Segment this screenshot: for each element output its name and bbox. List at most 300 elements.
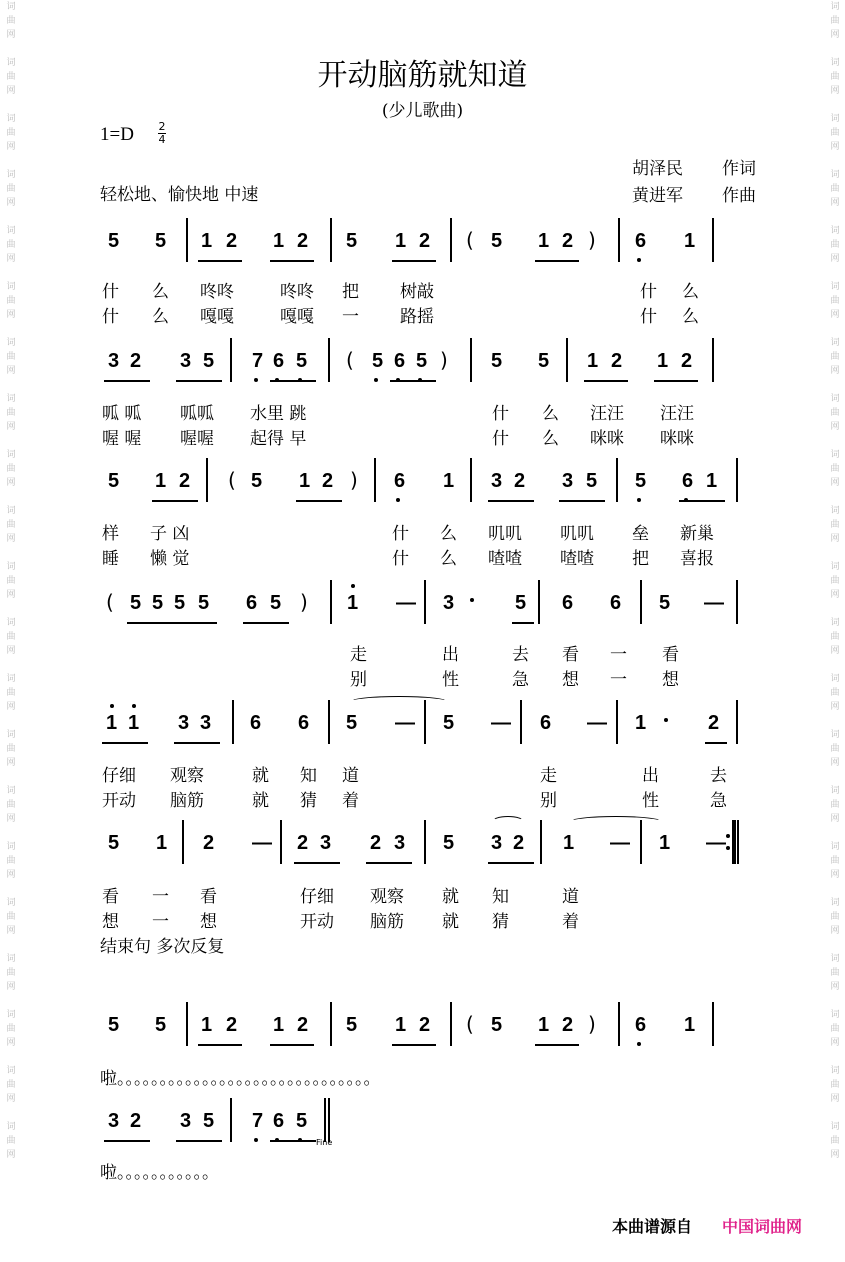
octave-dot-below (396, 498, 400, 502)
octave-dot-below (684, 498, 688, 502)
note: 1 (299, 470, 311, 492)
watermark-text: 词曲网 (830, 114, 840, 152)
watermark-text: 词曲网 (6, 394, 16, 432)
watermark-text: 词曲网 (6, 1122, 16, 1160)
note: 2 (297, 832, 309, 854)
note: 6 (298, 712, 310, 734)
note: 5 (130, 592, 142, 614)
note: 6 (635, 230, 647, 252)
note: 5 (372, 350, 384, 372)
watermark-text: 词曲网 (6, 282, 16, 320)
note: 6 (682, 470, 694, 492)
tempo-marking: 轻松地、愉快地 中速 (100, 185, 259, 205)
barline (737, 820, 739, 864)
watermark-text: 词曲网 (6, 674, 16, 712)
note: 5 (296, 1110, 308, 1132)
barline (616, 700, 618, 744)
note: 2 (514, 470, 526, 492)
lyric-word: 嘎嘎 (280, 307, 314, 327)
note: 5 (346, 1014, 358, 1036)
lyric-word: 去 (512, 645, 529, 665)
lyric-word: 一 (152, 887, 169, 907)
lyric-word: 急 (710, 791, 727, 811)
barline (182, 820, 184, 864)
barline (232, 700, 234, 744)
note: 5 (491, 230, 503, 252)
lyric-word: 想 (562, 670, 579, 690)
lyric-word: 一 (610, 645, 627, 665)
lyric-word: 喳喳 (560, 549, 594, 569)
beam-underline (296, 500, 342, 502)
note: 3 (491, 470, 503, 492)
barline (736, 700, 738, 744)
lyric-word: 喜报 (680, 549, 714, 569)
watermark-text: 词曲网 (6, 2, 16, 40)
note: 2 (297, 230, 309, 252)
lyric-word: 把 (342, 282, 359, 302)
watermark-text: 词曲网 (6, 954, 16, 992)
notation-line (0, 1002, 845, 1052)
octave-dot-below (298, 378, 302, 382)
lyric-word: 什 (492, 429, 509, 449)
watermark-text: 词曲网 (6, 562, 16, 600)
note: 3 (180, 1110, 192, 1132)
lyric-word: 开动 (102, 791, 136, 811)
lyric-word: 想 (662, 670, 679, 690)
lyric-word: 什 (392, 549, 409, 569)
watermark-text: 词曲网 (6, 450, 16, 488)
lyric-word: 叽叽 (560, 524, 594, 544)
time-signature: 2 4 (158, 120, 166, 146)
beam-underline (270, 1044, 314, 1046)
lyric-word: 新巢 (680, 524, 714, 544)
watermark-text: 词曲网 (6, 730, 16, 768)
note: 1 (563, 832, 575, 854)
barline (328, 700, 330, 744)
watermark-text: 词曲网 (830, 338, 840, 376)
note: 1 (347, 592, 359, 614)
note: 1 (635, 712, 647, 734)
lyric-word: 懒 觉 (150, 549, 190, 569)
note: 5 (586, 470, 598, 492)
note: 5 (152, 592, 164, 614)
barline (330, 1002, 332, 1046)
lyric-word: 么 (440, 524, 457, 544)
lyric-word: 什 (102, 307, 119, 327)
octave-dot-below (418, 378, 422, 382)
note: 6 (562, 592, 574, 614)
note: 1 (395, 230, 407, 252)
note: 2 (322, 470, 334, 492)
barline (230, 338, 232, 382)
barline (540, 820, 542, 864)
note: — (396, 592, 416, 614)
bracket: ( (106, 590, 114, 614)
lyric-word: 一 (610, 670, 627, 690)
left-watermark-strip (4, 0, 18, 1262)
bracket: ( (466, 1012, 474, 1036)
composer-role: 作曲 (722, 186, 756, 206)
lyric-word: 观察 (170, 766, 204, 786)
lyric-word: 垒 (632, 524, 649, 544)
lyric-word: 去 (710, 766, 727, 786)
bracket: ( (346, 348, 354, 372)
lyric-word: 知 (300, 766, 317, 786)
note: 1 (273, 1014, 285, 1036)
barline (280, 820, 282, 864)
beam-underline (102, 742, 148, 744)
watermark-text: 词曲网 (830, 842, 840, 880)
beam-underline (559, 500, 605, 502)
lyric-word: 出 (642, 766, 659, 786)
lyric-word: 猜 (492, 912, 509, 932)
lyric-word: 仔细 (300, 887, 334, 907)
lyric-word: 急 (512, 670, 529, 690)
note: 5 (416, 350, 428, 372)
watermark-text: 词曲网 (830, 1010, 840, 1048)
lyric-word: 想 (102, 912, 119, 932)
note: 2 (297, 1014, 309, 1036)
note: 5 (443, 712, 455, 734)
note: 1 (395, 1014, 407, 1036)
barline (324, 1098, 326, 1142)
note: 1 (657, 350, 669, 372)
note: 5 (174, 592, 186, 614)
lyric-word: 开动 (300, 912, 334, 932)
note: 2 (611, 350, 623, 372)
lyric-word: 么 (152, 307, 169, 327)
source-site-link[interactable]: 中国词曲网 (722, 1217, 803, 1236)
watermark-text: 词曲网 (830, 2, 840, 40)
lyric-word: 路摇 (400, 307, 434, 327)
beam-underline (243, 622, 289, 624)
notation-line (0, 338, 845, 388)
lyric-word: 想 (200, 912, 217, 932)
lyric-word: 喳喳 (488, 549, 522, 569)
note: 3 (178, 712, 190, 734)
lyric-word: 树敲 (400, 282, 434, 302)
beam-underline (198, 260, 242, 262)
barline (712, 338, 714, 382)
right-watermark-strip (828, 0, 842, 1262)
lyric-word: 汪汪 (660, 404, 694, 424)
octave-dot-above (132, 704, 136, 708)
watermark-text: 词曲网 (830, 562, 840, 600)
notation-line (0, 700, 845, 750)
note: 1 (538, 1014, 550, 1036)
beam-underline (705, 742, 727, 744)
lyric-word: 猜 (300, 791, 317, 811)
note: 3 (108, 1110, 120, 1132)
note: 3 (562, 470, 574, 492)
barline (230, 1098, 232, 1142)
lyric-word: 起得 早 (250, 429, 307, 449)
watermark-text: 词曲网 (830, 506, 840, 544)
octave-dot-below (396, 378, 400, 382)
lyric-word: 就 (252, 791, 269, 811)
augmentation-dot (470, 598, 474, 602)
barline (186, 218, 188, 262)
octave-dot-below (374, 378, 378, 382)
note: — (491, 712, 511, 734)
note: 2 (419, 1014, 431, 1036)
bracket: ) (588, 1012, 596, 1036)
source-label: 本曲谱源自 (612, 1217, 693, 1236)
lyric-word: 看 (102, 887, 119, 907)
note: 2 (562, 1014, 574, 1036)
watermark-text: 词曲网 (6, 786, 16, 824)
note: 5 (155, 1014, 167, 1036)
lyric-word: 把 (632, 549, 649, 569)
note: 5 (251, 470, 263, 492)
bracket: ( (466, 228, 474, 252)
note: 1 (128, 712, 140, 734)
watermark-text: 词曲网 (830, 1122, 840, 1160)
beam-underline (535, 1044, 579, 1046)
watermark-text: 词曲网 (830, 226, 840, 264)
barline (640, 580, 642, 624)
lyric-word: 什 (392, 524, 409, 544)
barline (206, 458, 208, 502)
note: 3 (443, 592, 455, 614)
note: 1 (201, 230, 213, 252)
octave-dot-below (275, 1138, 279, 1142)
note: 5 (515, 592, 527, 614)
note: 5 (155, 230, 167, 252)
key-signature: 1=D (100, 124, 134, 145)
lyric-word: 道 (342, 766, 359, 786)
note: 7 (252, 1110, 264, 1132)
octave-dot-above (110, 704, 114, 708)
note: 3 (491, 832, 503, 854)
barline (566, 338, 568, 382)
octave-dot-below (637, 258, 641, 262)
note: — (706, 832, 726, 854)
note: 1 (659, 832, 671, 854)
note: 5 (659, 592, 671, 614)
bracket: ) (300, 590, 308, 614)
note: 2 (226, 230, 238, 252)
repeat-dot (726, 846, 730, 850)
note: 2 (681, 350, 693, 372)
lyric-word: 着 (562, 912, 579, 932)
octave-dot-below (298, 1138, 302, 1142)
note: 6 (250, 712, 262, 734)
lyric-word: 道 (562, 887, 579, 907)
watermark-text: 词曲网 (6, 898, 16, 936)
lyric-word: 喔喔 (180, 429, 214, 449)
barline (520, 700, 522, 744)
watermark-text: 词曲网 (6, 114, 16, 152)
ending-lyrics-1: 啦。。。。。。。。。。。。。。。。。。。。。。。。。。。。。。 (100, 1069, 381, 1089)
lyric-word: 样 (102, 524, 119, 544)
watermark-text: 词曲网 (6, 618, 16, 656)
lyric-word: 就 (442, 912, 459, 932)
lyric-word: 呱呱 (180, 404, 214, 424)
barline (732, 820, 735, 864)
note: 2 (513, 832, 525, 854)
watermark-text: 词曲网 (830, 58, 840, 96)
note: 5 (203, 1110, 215, 1132)
lyric-word: 脑筋 (370, 912, 404, 932)
lyric-word: 睡 (102, 549, 119, 569)
slur (570, 816, 662, 827)
lyric-word: 性 (442, 670, 459, 690)
note: 5 (346, 712, 358, 734)
repeat-dot (726, 834, 730, 838)
barline (736, 580, 738, 624)
slur (492, 816, 524, 827)
notation-line (0, 820, 845, 870)
beam-underline (294, 862, 340, 864)
note: 2 (370, 832, 382, 854)
note: 5 (270, 592, 282, 614)
lyric-word: 别 (540, 791, 557, 811)
watermark-text: 词曲网 (830, 730, 840, 768)
note: 1 (538, 230, 550, 252)
note: 3 (320, 832, 332, 854)
watermark-text: 词曲网 (6, 170, 16, 208)
song-title: 开动脑筋就知道 (317, 58, 528, 93)
bracket: ( (228, 468, 236, 492)
song-subtitle: (少儿歌曲) (381, 101, 464, 121)
note: 5 (108, 230, 120, 252)
lyric-word: 看 (200, 887, 217, 907)
watermark-text: 词曲网 (6, 842, 16, 880)
barline (712, 1002, 714, 1046)
note: 1 (156, 832, 168, 854)
lyric-word: 仔细 (102, 766, 136, 786)
watermark-text: 词曲网 (6, 506, 16, 544)
beam-underline (104, 1140, 150, 1142)
beam-underline (366, 862, 412, 864)
beam-underline (270, 260, 314, 262)
note: 2 (708, 712, 720, 734)
notation-line (0, 458, 845, 508)
note: 5 (538, 350, 550, 372)
beam-underline (392, 260, 436, 262)
lyric-word: 汪汪 (590, 404, 624, 424)
note: 5 (491, 1014, 503, 1036)
lyric-word: 么 (440, 549, 457, 569)
note: 1 (443, 470, 455, 492)
note: 6 (273, 350, 285, 372)
lyric-word: 看 (562, 645, 579, 665)
note: — (587, 712, 607, 734)
beam-underline (584, 380, 628, 382)
barline (618, 218, 620, 262)
lyric-word: 什 (492, 404, 509, 424)
beam-underline (488, 862, 534, 864)
note: 6 (394, 350, 406, 372)
beam-underline (104, 380, 150, 382)
note: 1 (706, 470, 718, 492)
lyric-word: 什 (640, 282, 657, 302)
ending-label: 结束句 多次反复 (100, 937, 225, 957)
note: 6 (635, 1014, 647, 1036)
ending-lyrics-2: 啦。。。。。。。。。。。 (100, 1163, 219, 1183)
note: 1 (684, 230, 696, 252)
barline (330, 580, 332, 624)
beam-underline (392, 1044, 436, 1046)
watermark-text: 词曲网 (830, 786, 840, 824)
note: 6 (540, 712, 552, 734)
note: 3 (394, 832, 406, 854)
beam-underline (127, 622, 217, 624)
lyric-word: 咚咚 (280, 282, 314, 302)
beam-underline (174, 742, 220, 744)
lyric-word: 咪咪 (590, 429, 624, 449)
watermark-text: 词曲网 (830, 674, 840, 712)
lyric-word: 就 (252, 766, 269, 786)
lyric-word: 么 (152, 282, 169, 302)
fine-mark: Fine (316, 1138, 333, 1147)
barline (450, 1002, 452, 1046)
lyric-word: 么 (542, 404, 559, 424)
barline (330, 218, 332, 262)
barline (538, 580, 540, 624)
lyric-word: 看 (662, 645, 679, 665)
slur (350, 696, 448, 707)
note: 6 (394, 470, 406, 492)
note: 5 (198, 592, 210, 614)
note: 5 (108, 470, 120, 492)
note: 3 (200, 712, 212, 734)
watermark-text: 词曲网 (830, 898, 840, 936)
note: 5 (108, 1014, 120, 1036)
lyric-word: 呱 呱 (102, 404, 142, 424)
note: 1 (155, 470, 167, 492)
beam-underline (535, 260, 579, 262)
lyric-word: 一 (152, 912, 169, 932)
note: 2 (130, 350, 142, 372)
barline (616, 458, 618, 502)
watermark-text: 词曲网 (830, 954, 840, 992)
lyric-word: 观察 (370, 887, 404, 907)
note: 2 (179, 470, 191, 492)
lyric-word: 嘎嘎 (200, 307, 234, 327)
note: 6 (610, 592, 622, 614)
barline (328, 338, 330, 382)
watermark-text: 词曲网 (830, 282, 840, 320)
watermark-text: 词曲网 (830, 618, 840, 656)
watermark-text: 词曲网 (830, 170, 840, 208)
notation-line (0, 580, 845, 630)
watermark-text: 词曲网 (6, 1010, 16, 1048)
barline (424, 580, 426, 624)
lyric-word: 叽叽 (488, 524, 522, 544)
note: 1 (106, 712, 118, 734)
note: 5 (296, 350, 308, 372)
lyricist-role: 作词 (722, 159, 756, 179)
note: 1 (201, 1014, 213, 1036)
lyric-word: 知 (492, 887, 509, 907)
note: 2 (130, 1110, 142, 1132)
octave-dot-above (351, 584, 355, 588)
lyricist-name: 胡泽民 (632, 159, 683, 179)
beam-underline (152, 500, 198, 502)
octave-dot-below (254, 1138, 258, 1142)
note: 6 (246, 592, 258, 614)
note: 2 (562, 230, 574, 252)
beam-underline (198, 1044, 242, 1046)
barline (470, 458, 472, 502)
lyric-word: 子 凶 (150, 524, 190, 544)
barline (374, 458, 376, 502)
note: 3 (108, 350, 120, 372)
note: 1 (684, 1014, 696, 1036)
note: 1 (273, 230, 285, 252)
